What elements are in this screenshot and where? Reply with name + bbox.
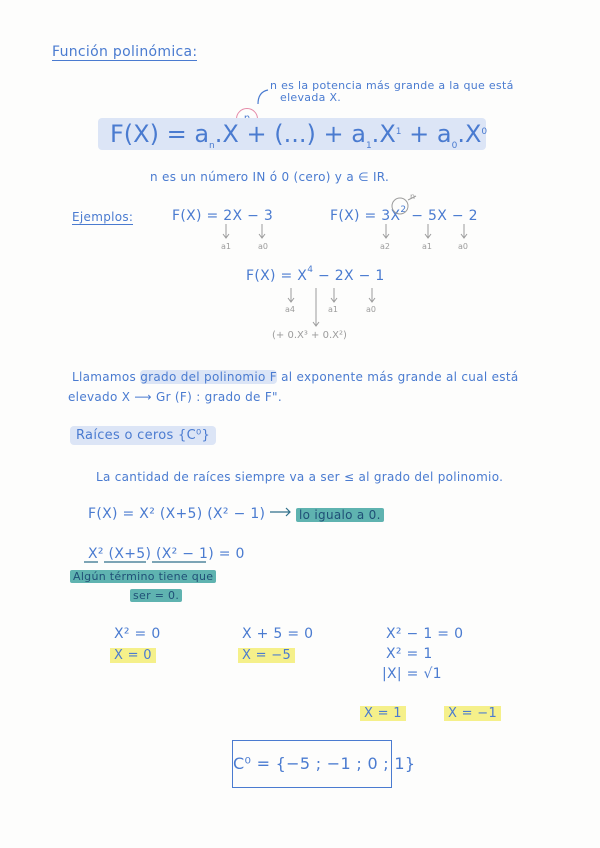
ex3-arrow-a0 [369,288,375,302]
formula-plus: + a [409,120,452,148]
equal-zero-note: lo igualo a 0. [296,508,384,522]
example-2-exp: 2 [400,205,407,215]
ex2-arrow-a2 [383,224,389,238]
formula-sub-n: n [209,141,215,151]
degree-text-highlight: grado del polinomio F [140,370,278,384]
term-note-line2: ser = 0. [130,589,182,602]
page-title: Función polinómica: [52,44,198,60]
solution-col2-answer: X = −5 [238,648,295,663]
n-note-line1: n es la potencia más grande a la que está [270,79,514,92]
formula-x-0: X [464,120,482,148]
final-roots-box [232,740,416,788]
term-note-line1: Algún término tiene que [70,570,216,583]
ex3-arrow-a1 [331,288,337,302]
final-roots-set: C⁰ = {−5 ; −1 ; 0 ; 1} [233,754,416,773]
solution-col1-answer: X = 0 [110,648,156,663]
example-3-formula [246,265,385,284]
degree-text-1a: Llamamos [72,370,141,384]
example-3-exp: 4 [307,265,314,275]
degree-definition-line2: elevado X ⟶ Gr (F) : grado de F". [68,390,282,404]
formula-exp-0: 0 [481,127,488,137]
solution-col3-eq2: X² = 1 [386,646,433,662]
equal-zero-arrow [270,508,290,516]
zero-product-equation: X² (X+5) (X² − 1) = 0 [88,546,245,562]
example-2-label-a0: a0 [458,242,468,251]
examples-label: Ejemplos: [72,210,134,224]
solution-col3-answer1: X = 1 [360,706,406,721]
example-3-label-a1: a1 [328,305,338,314]
roots-heading: Raíces o ceros {C⁰} [70,426,216,445]
n-note-arrow [258,90,268,104]
formula-dot-1: . [214,120,223,148]
example-2-n-label: n [410,192,416,201]
ex3-arrow-a4 [288,288,294,302]
ex3-arrow-zero-terms [313,288,319,326]
ex2-arrow-a1 [425,224,431,238]
example-3-label-a4: a4 [285,305,295,314]
formula-exp-1: 1 [395,127,402,137]
formula-dot-2: . [371,120,380,148]
n-note [270,80,514,104]
ex1-arrow-a1 [223,224,229,238]
example-3-label-a0: a0 [366,305,376,314]
example-2-formula [330,205,478,224]
factored-equation: F(X) = X² (X+5) (X² − 1) [88,506,266,522]
roots-statement: La cantidad de raíces siempre va a ser ≤ al grado del polinomio. [96,470,504,484]
formula-mid: + (...) + a [246,120,366,148]
n-note-line2: elevada X. [280,91,342,104]
solution-col3-answer2: X = −1 [444,706,501,721]
solution-col1-eq: X² = 0 [114,626,161,642]
example-2-rest: − 5X − 2 [411,208,478,224]
example-1-formula: F(X) = 2X − 3 [172,208,274,224]
formula-dot-3: . [457,120,465,148]
formula-lhs: F(X) = a [110,120,210,148]
ex2-arrow-a0 [461,224,467,238]
condition-text: n es un número IN ó 0 (cero) y a ∈ IR. [150,170,390,184]
formula-sub-1: 1 [365,141,372,151]
solution-col3-eq3: |X| = √1 [382,666,442,682]
solution-col3-eq1: X² − 1 = 0 [386,626,464,642]
example-1-label-a0: a0 [258,242,268,251]
example-3-rest: − 2X − 1 [313,268,385,284]
ex1-arrow-a0 [259,224,265,238]
example-3-base: F(X) = X [246,268,308,284]
degree-definition-line1 [72,370,519,384]
example-2-label-a2: a2 [380,242,390,251]
example-2-label-a1: a1 [422,242,432,251]
solution-col2-eq: X + 5 = 0 [242,626,314,642]
example-3-note: (+ 0.X³ + 0.X²) [272,330,347,341]
formula-x-n: X [222,120,239,148]
formula-sub-0: 0 [451,141,458,151]
degree-text-1b: al exponente más grande al cual está [277,370,519,384]
formula-x-1: X [379,120,396,148]
example-1-label-a1: a1 [221,242,231,251]
example-2-base: F(X) = 3X [330,208,401,224]
main-formula [98,118,486,150]
